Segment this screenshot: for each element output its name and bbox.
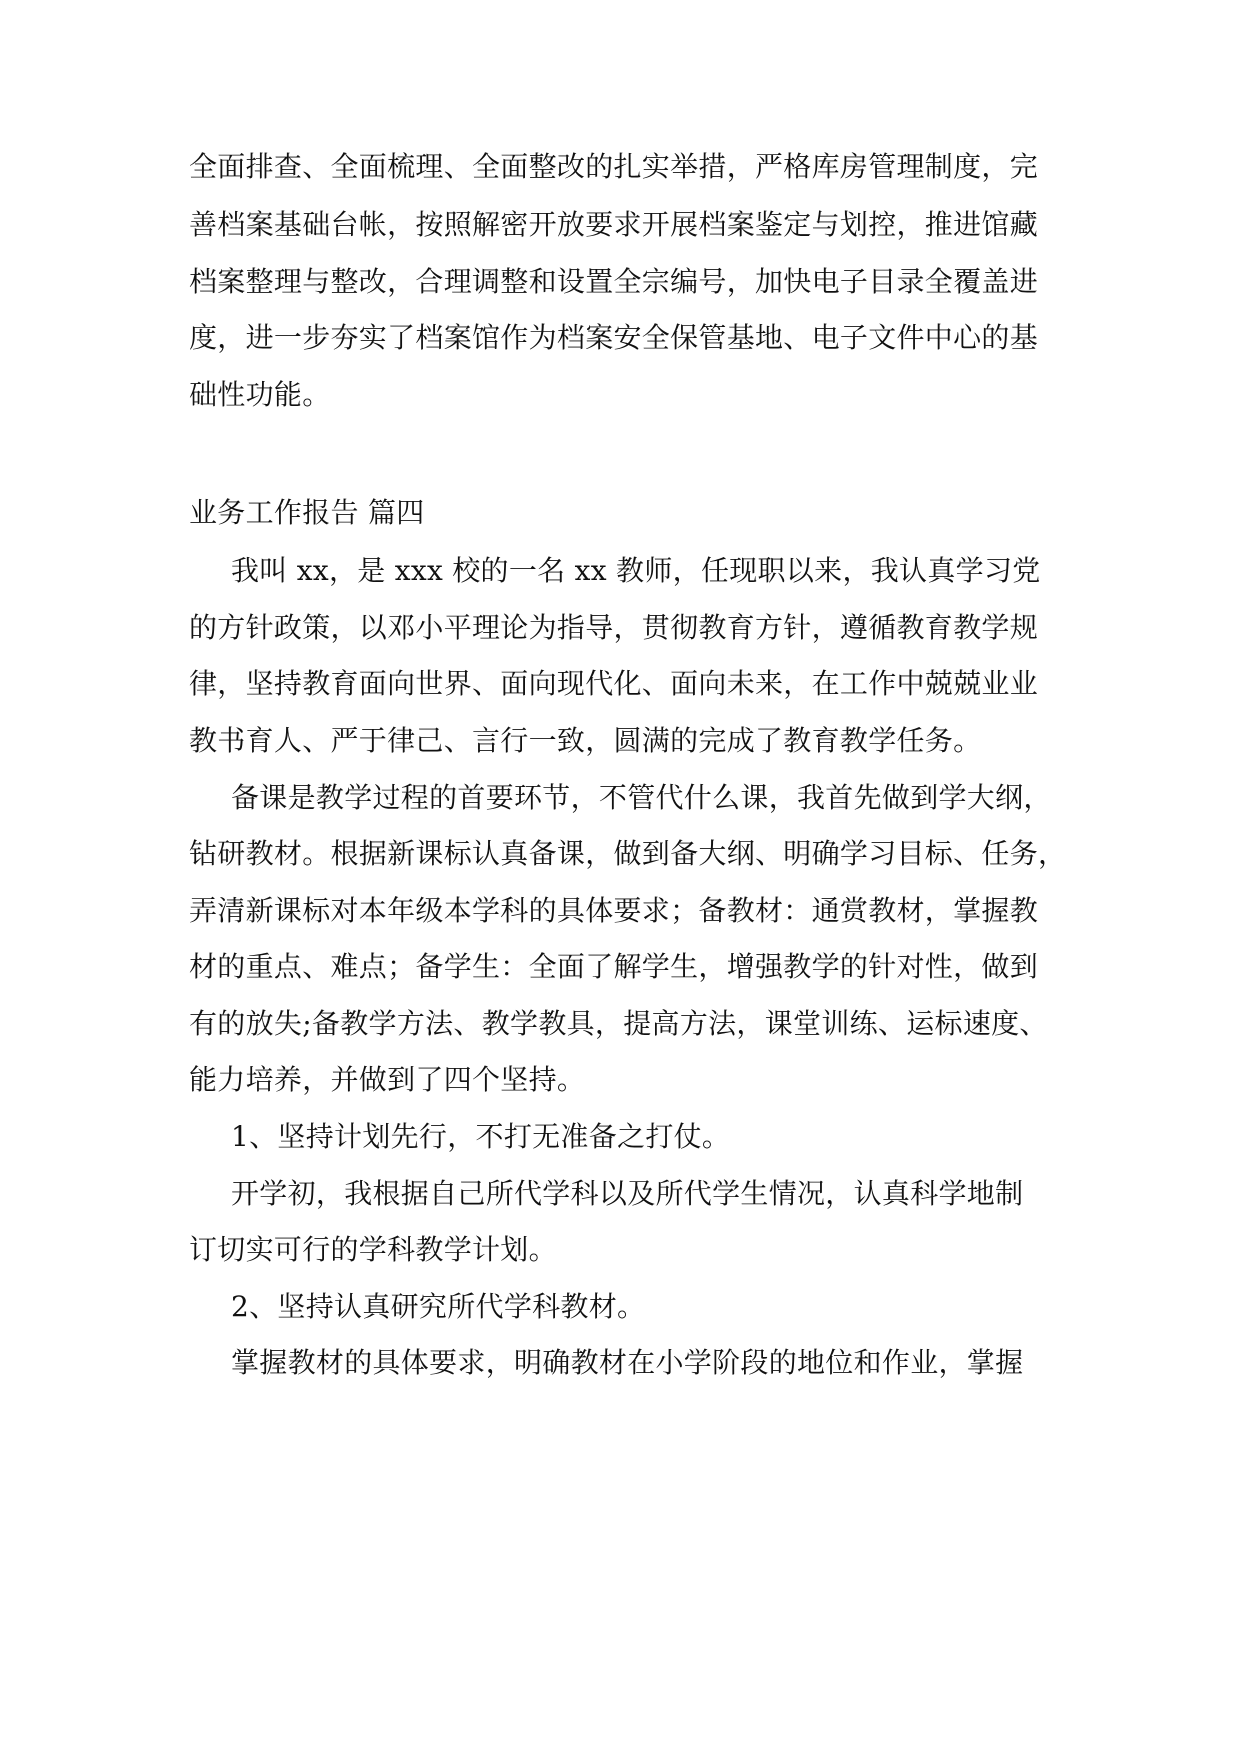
text-line: 教书育人、严于律己、言行一致，圆满的完成了教育教学任务。 — [189, 724, 982, 757]
text-line: 有的放失;备教学方法、教学教具，提高方法，课堂训练、运标速度、 — [189, 1007, 1048, 1040]
text-line: 材的重点、难点；备学生：全面了解学生，增强教学的针对性，做到 — [189, 950, 1039, 983]
text-line: 档案整理与整改，合理调整和设置全宗编号，加快电子目录全覆盖进 — [189, 265, 1039, 298]
text-line: 掌握教材的具体要求，明确教材在小学阶段的地位和作业，掌握 — [231, 1346, 1024, 1379]
text-line: 律，坚持教育面向世界、面向现代化、面向未来，在工作中兢兢业业 — [189, 667, 1039, 700]
text-line: 全面排查、全面梳理、全面整改的扎实举措，严格库房管理制度，完 — [189, 150, 1039, 183]
list-item: 2、坚持认真研究所代学科教材。 — [231, 1290, 646, 1323]
text-line: 订切实可行的学科教学计划。 — [189, 1233, 557, 1266]
text-line: 能力培养，并做到了四个坚持。 — [189, 1063, 586, 1096]
list-item: 1、坚持计划先行，不打无准备之打仗。 — [231, 1120, 731, 1153]
text-line: 钻研教材。根据新课标认真备课，做到备大纲、明确学习目标、任务， — [189, 837, 1067, 870]
text-line: 开学初，我根据自己所代学科以及所代学生情况，认真科学地制 — [231, 1177, 1024, 1210]
text-line: 善档案基础台帐，按照解密开放要求开展档案鉴定与划控，推进馆藏 — [189, 208, 1039, 241]
text-line: 弄清新课标对本年级本学科的具体要求；备教材：通赏教材，掌握教 — [189, 894, 1039, 927]
text-line: 备课是教学过程的首要环节，不管代什么课，我首先做到学大纲， — [231, 781, 1052, 814]
text-line: 础性功能。 — [189, 378, 331, 411]
text-line: 度，进一步夯实了档案馆作为档案安全保管基地、电子文件中心的基 — [189, 321, 1039, 354]
text-line: 的方针政策，以邓小平理论为指导，贯彻教育方针，遵循教育教学规 — [189, 611, 1039, 644]
section-heading: 业务工作报告 篇四 — [189, 496, 425, 529]
text-line: 我叫 xx，是 xxx 校的一名 xx 教师，任现职以来，我认真学习党 — [231, 554, 1041, 587]
